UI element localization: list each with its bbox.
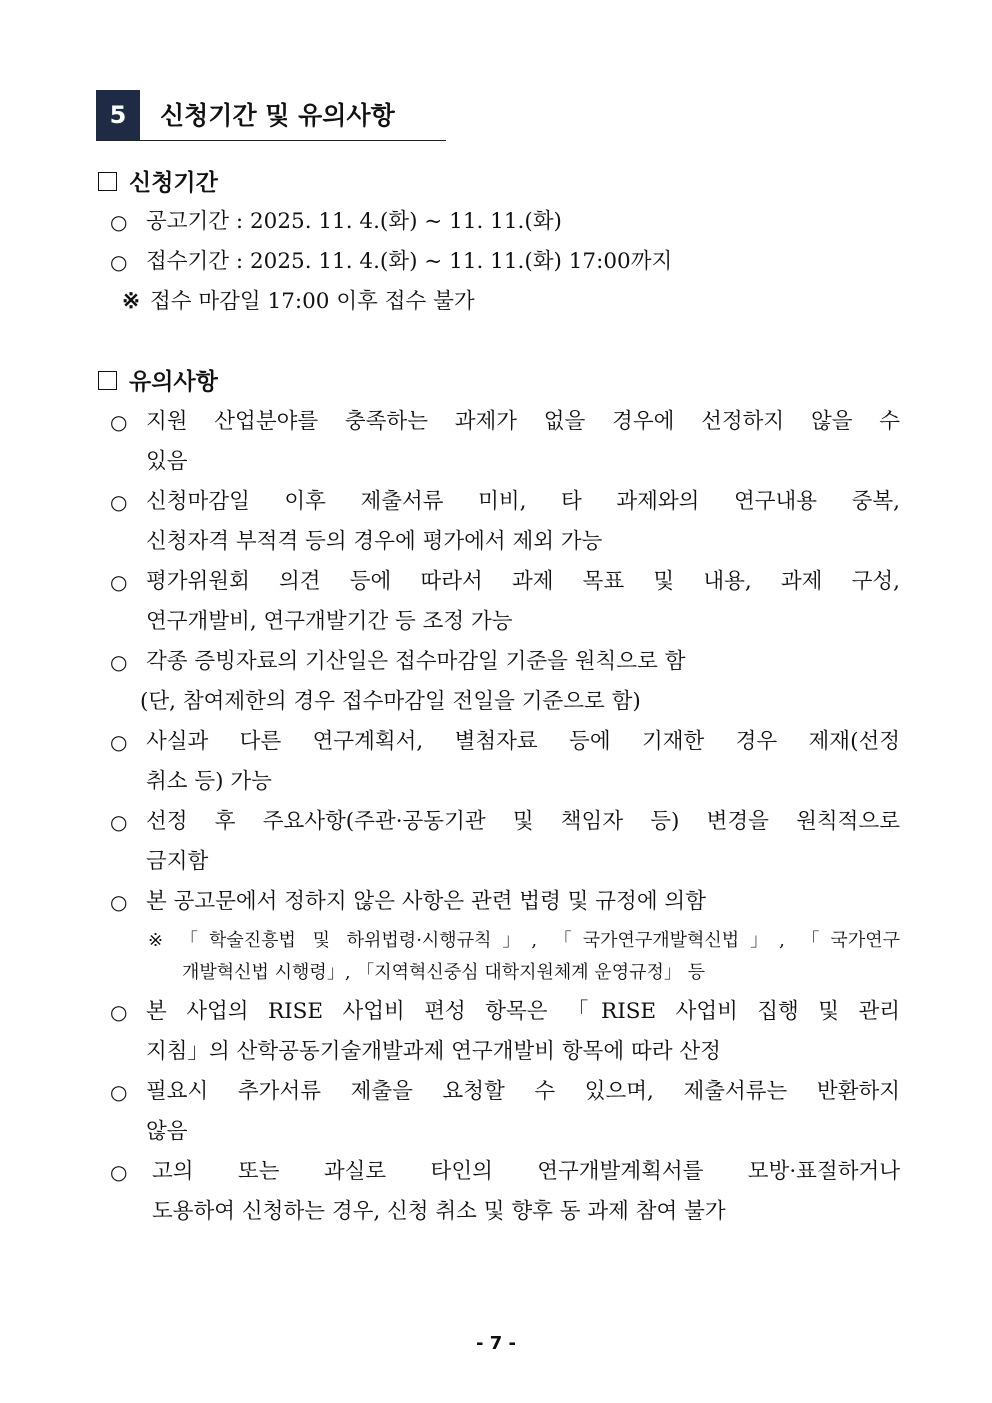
caution-item	[110, 722, 900, 802]
section-header	[96, 90, 446, 141]
caution-line: 지침」의 산학공동기술개발과제 연구개발비 항목에 따라 산정	[146, 1039, 721, 1064]
circle-bullet-icon: ○	[110, 650, 128, 674]
reference-mark-icon: ※	[122, 289, 141, 314]
caution-item	[110, 482, 900, 562]
checkbox-square-icon	[98, 172, 117, 191]
period-note-text: 접수 마감일 17:00 이후 접수 불가	[150, 289, 475, 314]
circle-bullet-icon: ○	[110, 1080, 128, 1104]
circle-bullet-icon: ○	[110, 490, 128, 514]
caution-line: 금지함	[146, 849, 209, 874]
caution-line: 신청마감일 이후 제출서류 미비, 타 과제와의 연구내용 중복,	[146, 489, 900, 514]
cautions-heading-row	[98, 365, 218, 399]
section-number: 5	[96, 90, 140, 140]
caution-item	[110, 642, 900, 722]
period-note	[122, 282, 475, 322]
caution-item	[110, 562, 900, 642]
circle-bullet-icon: ○	[110, 890, 128, 914]
circle-bullet-icon: ○	[110, 730, 128, 754]
caution-line: 않음	[146, 1119, 188, 1144]
period-item-text: 접수기간 : 2025. 11. 4.(화) ~ 11. 11.(화) 17:00까지	[146, 249, 673, 274]
checkbox-square-icon	[98, 371, 117, 390]
caution-line: 있음	[146, 449, 188, 474]
period-item	[110, 242, 900, 282]
circle-bullet-icon: ○	[110, 810, 128, 834]
law-note-line: 개발혁신법 시행령」, 「지역혁신중심 대학지원체계 운영규정」 등	[182, 962, 706, 983]
caution-line: 본 공고문에서 정하지 않은 사항은 관련 법령 및 규정에 의함	[146, 889, 706, 914]
caution-line: 고의 또는 과실로 타인의 연구개발계획서를 모방·표절하거나	[152, 1159, 900, 1184]
period-heading-row	[98, 166, 218, 200]
circle-bullet-icon: ○	[110, 410, 128, 434]
caution-item	[110, 992, 900, 1072]
caution-line: 본 사업의 RISE 사업비 편성 항목은 「RISE 사업비 집행 및 관리	[146, 999, 900, 1024]
circle-bullet-icon: ○	[110, 1000, 128, 1024]
cautions-heading: 유의사항	[129, 369, 218, 395]
circle-bullet-icon: ○	[110, 570, 128, 594]
caution-line: 사실과 다른 연구계획서, 별첨자료 등에 기재한 경우 제재(선정	[146, 729, 900, 754]
period-item	[110, 202, 900, 242]
caution-line: 연구개발비, 연구개발기간 등 조정 가능	[146, 609, 513, 634]
caution-line: 필요시 추가서류 제출을 요청할 수 있으며, 제출서류는 반환하지	[146, 1079, 900, 1104]
caution-item	[110, 802, 900, 882]
caution-item	[110, 882, 900, 922]
caution-line: 취소 등) 가능	[146, 769, 272, 794]
page-number: - 7 -	[476, 1333, 516, 1354]
caution-item	[110, 1072, 900, 1152]
caution-line: 각종 증빙자료의 기산일은 접수마감일 기준을 원칙으로 함	[146, 649, 686, 674]
reference-mark-icon: ※	[148, 930, 175, 951]
period-heading: 신청기간	[129, 170, 218, 196]
section-title: 신청기간 및 유의사항	[160, 101, 395, 130]
caution-line: 도용하여 신청하는 경우, 신청 취소 및 향후 동 과제 참여 불가	[152, 1199, 726, 1224]
period-item-text: 공고기간 : 2025. 11. 4.(화) ~ 11. 11.(화)	[146, 209, 562, 234]
caution-line: 선정 후 주요사항(주관·공동기관 및 책임자 등) 변경을 원칙적으로	[146, 809, 900, 834]
caution-line: 지원 산업분야를 충족하는 과제가 없을 경우에 선정하지 않을 수	[146, 409, 900, 434]
caution-line: 신청자격 부적격 등의 경우에 평가에서 제외 가능	[146, 529, 603, 554]
caution-item	[110, 1152, 900, 1232]
circle-bullet-icon: ○	[110, 210, 128, 234]
circle-bullet-icon: ○	[110, 1160, 128, 1184]
caution-line: 평가위원회 의견 등에 따라서 과제 목표 및 내용, 과제 구성,	[146, 569, 900, 594]
caution-item	[110, 402, 900, 482]
law-note-line: 「학술진흥법 및 하위법령·시행규칙」, 「국가연구개발혁신법」, 「국가연구	[180, 930, 900, 951]
circle-bullet-icon: ○	[110, 250, 128, 274]
law-reference-note	[148, 925, 900, 989]
caution-line: (단, 참여제한의 경우 접수마감일 전일을 기준으로 함)	[140, 689, 641, 714]
